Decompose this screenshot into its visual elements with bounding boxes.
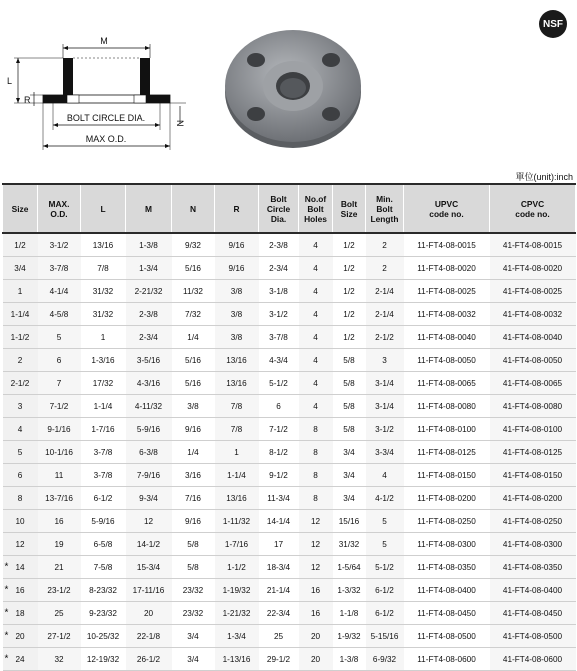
table-cell: 9/16 <box>215 257 259 280</box>
table-cell: 8-23/32 <box>81 579 126 602</box>
table-cell: 2-3/4 <box>259 257 299 280</box>
size-cell <box>3 464 38 487</box>
table-cell: 17 <box>259 533 299 556</box>
table-cell: 41-FT4-08-0065 <box>490 372 576 395</box>
size-cell <box>3 487 38 510</box>
size-value: 10 <box>15 516 25 526</box>
table-cell: 1/2 <box>333 280 366 303</box>
table-cell: 29-1/2 <box>259 648 299 671</box>
table-cell: 7 <box>38 372 81 395</box>
bolt-circle-dia-label: BOLT CIRCLE DIA. <box>66 113 146 123</box>
table-cell: 41-FT4-08-0100 <box>490 418 576 441</box>
table-cell: 11-FT4-08-0600 <box>404 648 490 671</box>
table-cell: 5/8 <box>333 418 366 441</box>
table-cell: 11-3/4 <box>259 487 299 510</box>
table-cell: 20 <box>299 648 333 671</box>
table-cell: 41-FT4-08-0300 <box>490 533 576 556</box>
table-cell: 11 <box>38 464 81 487</box>
table-row <box>3 625 576 648</box>
table-cell: 4-11/32 <box>126 395 172 418</box>
table-cell: 5-9/16 <box>126 418 172 441</box>
size-value: 1/2 <box>14 240 26 250</box>
table-row <box>3 464 576 487</box>
table-cell: 41-FT4-08-0600 <box>490 648 576 671</box>
column-header: CPVC code no. <box>490 184 576 233</box>
table-cell: 3/4 <box>333 441 366 464</box>
table-cell: 3-3/4 <box>366 441 404 464</box>
nsf-certification-badge <box>539 10 567 38</box>
table-cell: 1-3/8 <box>333 648 366 671</box>
table-cell: 10-25/32 <box>81 625 126 648</box>
table-cell: 11-FT4-08-0050 <box>404 349 490 372</box>
column-header: L <box>81 184 126 233</box>
table-cell: 5/8 <box>333 349 366 372</box>
table-cell: 10-1/16 <box>38 441 81 464</box>
table-cell: 9/16 <box>172 510 215 533</box>
table-cell: 1-1/2 <box>215 556 259 579</box>
table-cell: 15-3/4 <box>126 556 172 579</box>
table-cell: 9/16 <box>172 418 215 441</box>
table-cell: 1/2 <box>333 303 366 326</box>
table-row <box>3 487 576 510</box>
table-cell: 11-FT4-08-0020 <box>404 257 490 280</box>
table-cell: 3-1/4 <box>366 372 404 395</box>
table-cell: 4-3/16 <box>126 372 172 395</box>
table-cell: 11-FT4-08-0125 <box>404 441 490 464</box>
table-cell: 3/8 <box>172 395 215 418</box>
table-cell: 3-7/8 <box>81 464 126 487</box>
table-cell: 11-FT4-08-0100 <box>404 418 490 441</box>
size-value: 1-1/2 <box>10 332 30 342</box>
table-cell: 6-1/2 <box>366 602 404 625</box>
table-cell: 22-3/4 <box>259 602 299 625</box>
column-header: Bolt Size <box>333 184 366 233</box>
table-cell: 1 <box>81 326 126 349</box>
table-cell: 1-13/16 <box>215 648 259 671</box>
table-cell: 4 <box>299 303 333 326</box>
column-header: M <box>126 184 172 233</box>
table-row <box>3 349 576 372</box>
table-cell: 4-5/8 <box>38 303 81 326</box>
column-header: Size <box>3 184 38 233</box>
table-row <box>3 257 576 280</box>
table-cell: 11-FT4-08-0350 <box>404 556 490 579</box>
size-cell <box>3 602 38 625</box>
table-cell: 3/4 <box>333 487 366 510</box>
column-header: MAX. O.D. <box>38 184 81 233</box>
table-cell: 23/32 <box>172 579 215 602</box>
table-cell: 11-FT4-08-0450 <box>404 602 490 625</box>
table-cell: 2 <box>366 257 404 280</box>
table-cell: 12 <box>299 556 333 579</box>
special-order-marker: * <box>4 630 9 642</box>
table-cell: 4 <box>299 349 333 372</box>
table-cell: 3-1/2 <box>259 303 299 326</box>
table-cell: 1-19/32 <box>215 579 259 602</box>
table-cell: 1-3/32 <box>333 579 366 602</box>
size-value: 16 <box>15 585 25 595</box>
table-cell: 41-FT4-08-0350 <box>490 556 576 579</box>
table-cell: 1-3/16 <box>81 349 126 372</box>
table-cell: 12 <box>299 510 333 533</box>
table-cell: 32 <box>38 648 81 671</box>
max-od-label: MAX O.D. <box>85 134 127 144</box>
flange-product-image <box>218 10 368 160</box>
size-cell <box>3 257 38 280</box>
size-cell <box>3 233 38 257</box>
table-cell: 7/32 <box>172 303 215 326</box>
table-cell: 5/8 <box>333 372 366 395</box>
table-cell: 9-3/4 <box>126 487 172 510</box>
table-row <box>3 648 576 671</box>
size-value: 1 <box>17 286 23 296</box>
table-cell: 11-FT4-08-0040 <box>404 326 490 349</box>
size-value: 1-1/4 <box>10 309 30 319</box>
table-cell: 8 <box>299 418 333 441</box>
table-cell: 11-FT4-08-0065 <box>404 372 490 395</box>
size-value: 14 <box>15 562 25 572</box>
table-cell: 6-3/8 <box>126 441 172 464</box>
table-cell: 16 <box>38 510 81 533</box>
table-row <box>3 303 576 326</box>
table-cell: 2-1/4 <box>366 280 404 303</box>
table-cell: 41-FT4-08-0450 <box>490 602 576 625</box>
table-cell: 6-9/32 <box>366 648 404 671</box>
table-cell: 41-FT4-08-0200 <box>490 487 576 510</box>
table-cell: 13/16 <box>215 487 259 510</box>
table-cell: 4 <box>366 464 404 487</box>
table-cell: 4-1/4 <box>38 280 81 303</box>
table-row <box>3 556 576 579</box>
dim-l-label: L <box>7 76 13 86</box>
table-row <box>3 418 576 441</box>
table-cell: 5-1/2 <box>366 556 404 579</box>
size-cell <box>3 510 38 533</box>
table-row <box>3 233 576 257</box>
table-cell: 3-7/8 <box>81 441 126 464</box>
table-cell: 1 <box>215 441 259 464</box>
size-cell <box>3 418 38 441</box>
table-cell: 1-5/64 <box>333 556 366 579</box>
size-value: 3 <box>17 401 23 411</box>
flange-spec-table <box>2 183 576 671</box>
column-header: UPVC code no. <box>404 184 490 233</box>
table-cell: 3/4 <box>333 464 366 487</box>
dim-n-label: N <box>175 120 185 127</box>
table-cell: 7/8 <box>81 257 126 280</box>
table-cell: 11-FT4-08-0400 <box>404 579 490 602</box>
table-row <box>3 533 576 556</box>
table-cell: 25 <box>38 602 81 625</box>
table-cell: 2-3/4 <box>126 326 172 349</box>
table-cell: 3-1/4 <box>366 395 404 418</box>
table-cell: 8 <box>299 464 333 487</box>
table-cell: 7-9/16 <box>126 464 172 487</box>
table-cell: 1/2 <box>333 257 366 280</box>
table-cell: 11-FT4-08-0200 <box>404 487 490 510</box>
table-cell: 9-23/32 <box>81 602 126 625</box>
size-cell <box>3 372 38 395</box>
table-cell: 14-1/2 <box>126 533 172 556</box>
table-row <box>3 372 576 395</box>
table-cell: 3/4 <box>172 648 215 671</box>
table-cell: 2-3/8 <box>259 233 299 257</box>
table-cell: 17/32 <box>81 372 126 395</box>
table-cell: 25 <box>259 625 299 648</box>
table-row <box>3 280 576 303</box>
table-cell: 6 <box>38 349 81 372</box>
table-cell: 9-1/2 <box>259 464 299 487</box>
table-cell: 12-19/32 <box>81 648 126 671</box>
table-cell: 21 <box>38 556 81 579</box>
table-cell: 3/8 <box>215 303 259 326</box>
table-cell: 3/4 <box>172 625 215 648</box>
table-cell: 41-FT4-08-0015 <box>490 233 576 257</box>
table-cell: 11-FT4-08-0500 <box>404 625 490 648</box>
table-cell: 11-FT4-08-0150 <box>404 464 490 487</box>
table-cell: 1/2 <box>333 326 366 349</box>
table-cell: 8 <box>299 441 333 464</box>
table-row <box>3 579 576 602</box>
size-value: 4 <box>17 424 23 434</box>
table-cell: 1-21/32 <box>215 602 259 625</box>
table-cell: 17-11/16 <box>126 579 172 602</box>
size-value: 2-1/2 <box>10 378 30 388</box>
table-cell: 11-FT4-08-0250 <box>404 510 490 533</box>
size-value: 5 <box>17 447 23 457</box>
table-cell: 5-1/2 <box>259 372 299 395</box>
table-row <box>3 326 576 349</box>
size-value: 24 <box>15 654 25 664</box>
table-cell: 4 <box>299 233 333 257</box>
table-cell: 4-3/4 <box>259 349 299 372</box>
table-cell: 3-1/2 <box>38 233 81 257</box>
table-cell: 7-1/2 <box>38 395 81 418</box>
column-header: N <box>172 184 215 233</box>
size-cell <box>3 625 38 648</box>
table-cell: 1-9/32 <box>333 625 366 648</box>
table-cell: 5 <box>366 510 404 533</box>
table-cell: 5/16 <box>172 257 215 280</box>
table-cell: 18-3/4 <box>259 556 299 579</box>
table-cell: 11-FT4-08-0080 <box>404 395 490 418</box>
table-cell: 41-FT4-08-0250 <box>490 510 576 533</box>
table-cell: 1-1/8 <box>333 602 366 625</box>
table-cell: 7/8 <box>215 395 259 418</box>
table-row <box>3 395 576 418</box>
table-cell: 5/8 <box>333 395 366 418</box>
size-value: 12 <box>15 539 25 549</box>
table-row <box>3 510 576 533</box>
table-cell: 23/32 <box>172 602 215 625</box>
table-cell: 5 <box>366 533 404 556</box>
table-row <box>3 441 576 464</box>
table-cell: 20 <box>126 602 172 625</box>
table-cell: 41-FT4-08-0025 <box>490 280 576 303</box>
table-cell: 41-FT4-08-0080 <box>490 395 576 418</box>
nsf-badge-text: NSF <box>543 18 563 30</box>
size-value: 3/4 <box>14 263 26 273</box>
table-cell: 1-3/4 <box>215 625 259 648</box>
table-cell: 27-1/2 <box>38 625 81 648</box>
table-cell: 2-21/32 <box>126 280 172 303</box>
table-cell: 1/4 <box>172 441 215 464</box>
table-cell: 41-FT4-08-0400 <box>490 579 576 602</box>
table-cell: 3/8 <box>215 280 259 303</box>
column-header: Min. Bolt Length <box>366 184 404 233</box>
table-cell: 12 <box>126 510 172 533</box>
table-cell: 11-FT4-08-0015 <box>404 233 490 257</box>
table-cell: 9-1/16 <box>38 418 81 441</box>
size-cell <box>3 303 38 326</box>
table-cell: 13/16 <box>215 372 259 395</box>
table-cell: 5-9/16 <box>81 510 126 533</box>
special-order-marker: * <box>4 607 9 619</box>
table-cell: 7-1/2 <box>259 418 299 441</box>
flange-profile <box>43 58 170 103</box>
table-cell: 7/8 <box>215 418 259 441</box>
table-cell: 1-3/8 <box>126 233 172 257</box>
flange-cross-section-drawing <box>0 0 210 165</box>
size-cell <box>3 326 38 349</box>
table-cell: 41-FT4-08-0040 <box>490 326 576 349</box>
table-cell: 41-FT4-08-0020 <box>490 257 576 280</box>
table-cell: 4-1/2 <box>366 487 404 510</box>
size-value: 20 <box>15 631 25 641</box>
table-cell: 4 <box>299 372 333 395</box>
table-cell: 2 <box>366 233 404 257</box>
table-cell: 12 <box>299 533 333 556</box>
table-cell: 41-FT4-08-0032 <box>490 303 576 326</box>
size-value: 6 <box>17 470 23 480</box>
special-order-marker: * <box>4 561 9 573</box>
table-cell: 11-FT4-08-0025 <box>404 280 490 303</box>
size-cell <box>3 556 38 579</box>
size-cell <box>3 441 38 464</box>
table-cell: 3-7/8 <box>38 257 81 280</box>
size-value: 18 <box>15 608 25 618</box>
table-cell: 3 <box>366 349 404 372</box>
table-cell: 14-1/4 <box>259 510 299 533</box>
table-header-row <box>3 184 576 233</box>
table-cell: 5/8 <box>172 533 215 556</box>
table-cell: 13/16 <box>81 233 126 257</box>
column-header: R <box>215 184 259 233</box>
table-cell: 1-11/32 <box>215 510 259 533</box>
table-cell: 11-FT4-08-0032 <box>404 303 490 326</box>
size-value: 8 <box>17 493 23 503</box>
table-cell: 5/16 <box>172 349 215 372</box>
table-cell: 9/16 <box>215 233 259 257</box>
table-cell: 26-1/2 <box>126 648 172 671</box>
size-cell <box>3 395 38 418</box>
table-cell: 16 <box>299 602 333 625</box>
table-cell: 6-5/8 <box>81 533 126 556</box>
table-cell: 3-5/16 <box>126 349 172 372</box>
table-cell: 3-7/8 <box>259 326 299 349</box>
table-cell: 20 <box>299 625 333 648</box>
table-cell: 8-1/2 <box>259 441 299 464</box>
table-cell: 1-3/4 <box>126 257 172 280</box>
special-order-marker: * <box>4 584 9 596</box>
table-cell: 41-FT4-08-0150 <box>490 464 576 487</box>
table-cell: 1/2 <box>333 233 366 257</box>
table-cell: 13-7/16 <box>38 487 81 510</box>
table-cell: 6-1/2 <box>366 579 404 602</box>
table-cell: 3/8 <box>215 326 259 349</box>
table-cell: 22-1/8 <box>126 625 172 648</box>
table-cell: 9/32 <box>172 233 215 257</box>
table-cell: 2-1/4 <box>366 303 404 326</box>
table-cell: 13/16 <box>215 349 259 372</box>
table-cell: 7-5/8 <box>81 556 126 579</box>
table-cell: 4 <box>299 280 333 303</box>
table-cell: 41-FT4-08-0050 <box>490 349 576 372</box>
table-cell: 5/16 <box>172 372 215 395</box>
table-cell: 23-1/2 <box>38 579 81 602</box>
table-row <box>3 602 576 625</box>
table-cell: 11/32 <box>172 280 215 303</box>
dim-r-label: R <box>24 95 31 105</box>
table-cell: 5-15/16 <box>366 625 404 648</box>
table-cell: 8 <box>299 487 333 510</box>
table-body <box>3 233 576 671</box>
table-cell: 2-3/8 <box>126 303 172 326</box>
table-cell: 3/16 <box>172 464 215 487</box>
size-cell <box>3 533 38 556</box>
table-cell: 31/32 <box>333 533 366 556</box>
table-cell: 4 <box>299 395 333 418</box>
table-cell: 5 <box>38 326 81 349</box>
table-cell: 2-1/2 <box>366 326 404 349</box>
table-cell: 7/16 <box>172 487 215 510</box>
size-cell <box>3 349 38 372</box>
column-header: No.of Bolt Holes <box>299 184 333 233</box>
column-header: Bolt Circle Dia. <box>259 184 299 233</box>
unit-note: 單位(unit):inch <box>515 172 573 182</box>
table-cell: 6 <box>259 395 299 418</box>
table-cell: 41-FT4-08-0500 <box>490 625 576 648</box>
table-cell: 15/16 <box>333 510 366 533</box>
table-cell: 21-1/4 <box>259 579 299 602</box>
dim-m-label: M <box>100 36 108 46</box>
table-cell: 3-1/2 <box>366 418 404 441</box>
size-cell <box>3 579 38 602</box>
table-cell: 31/32 <box>81 280 126 303</box>
table-cell: 1-7/16 <box>81 418 126 441</box>
size-cell <box>3 648 38 671</box>
table-cell: 1-1/4 <box>81 395 126 418</box>
table-cell: 6-1/2 <box>81 487 126 510</box>
special-order-marker: * <box>4 653 9 665</box>
size-cell <box>3 280 38 303</box>
table-cell: 41-FT4-08-0125 <box>490 441 576 464</box>
table-cell: 4 <box>299 257 333 280</box>
table-cell: 1-7/16 <box>215 533 259 556</box>
table-cell: 16 <box>299 579 333 602</box>
table-cell: 4 <box>299 326 333 349</box>
table-cell: 1/4 <box>172 326 215 349</box>
table-cell: 1-1/4 <box>215 464 259 487</box>
size-value: 2 <box>17 355 23 365</box>
table-cell: 19 <box>38 533 81 556</box>
table-cell: 31/32 <box>81 303 126 326</box>
table-cell: 11-FT4-08-0300 <box>404 533 490 556</box>
table-cell: 5/8 <box>172 556 215 579</box>
table-cell: 3-1/8 <box>259 280 299 303</box>
